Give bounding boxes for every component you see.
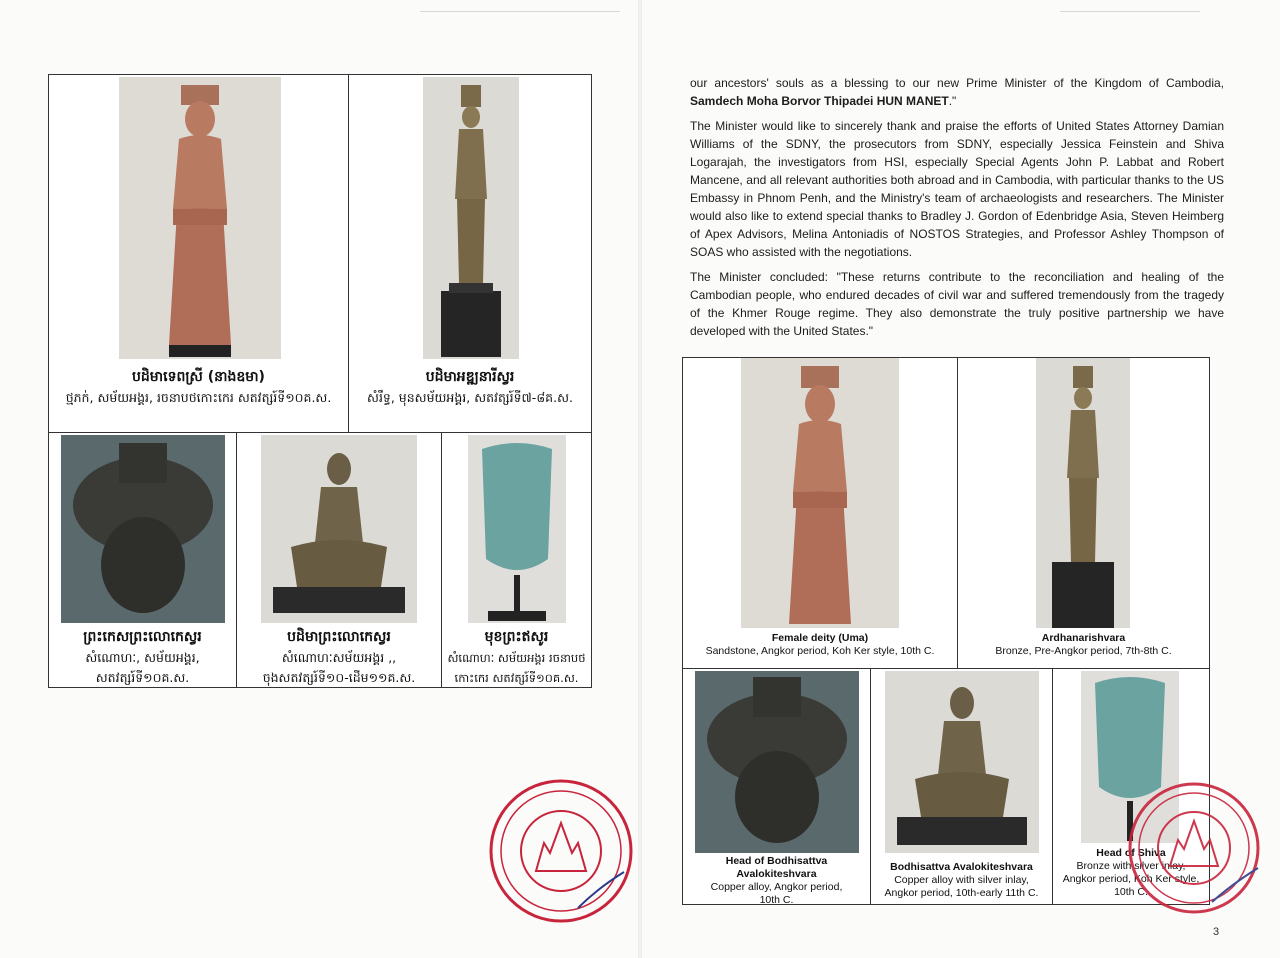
table-cell bbox=[49, 433, 237, 687]
khmer-artifact-table bbox=[48, 74, 592, 688]
paragraph-text: our ancestors' souls as a blessing to our new Prime Minister of the Kingdom of Cambodia, bbox=[690, 76, 1224, 90]
caption-line: Copper alloy, Angkor period, bbox=[710, 881, 843, 893]
table-cell bbox=[442, 433, 591, 687]
head-of-bodhisattva-image bbox=[695, 671, 859, 853]
caption-line: កោះកេរ សតវត្សរ៍ទី១០គ.ស. bbox=[454, 671, 579, 685]
caption-line: សំណោហៈ សម័យអង្គរ រចនាបថ bbox=[447, 651, 586, 665]
stamp-seal-icon bbox=[1124, 778, 1264, 918]
scan-artifact bbox=[1060, 11, 1200, 12]
caption-title: Head of Bodhisattva bbox=[725, 855, 828, 867]
table-cell bbox=[958, 358, 1209, 669]
caption-line: សំណោហៈសម័យអង្គរ ,, bbox=[281, 650, 397, 665]
uma-statue-image bbox=[119, 77, 281, 359]
caption-title: ព្រះកេសព្រះលោកេស្វរ bbox=[83, 629, 202, 645]
table-cell bbox=[349, 75, 591, 433]
book-fold bbox=[638, 0, 642, 958]
uma-statue-image bbox=[741, 358, 899, 628]
caption-title: Female deity (Uma) bbox=[771, 632, 869, 644]
caption bbox=[683, 632, 957, 658]
caption bbox=[237, 627, 441, 688]
table-cell bbox=[49, 75, 349, 433]
caption-title: Bodhisattva Avalokiteshvara bbox=[890, 861, 1033, 873]
caption-line: 10th C. bbox=[759, 894, 794, 906]
caption-line: Bronze with silver inlay, bbox=[1076, 860, 1186, 872]
caption bbox=[871, 861, 1052, 900]
caption-title: Ardhanarishvara bbox=[1041, 632, 1126, 644]
bodhisattva-avalokiteshvara-image bbox=[885, 671, 1039, 853]
caption bbox=[349, 367, 591, 408]
caption bbox=[683, 855, 870, 907]
caption-line: Sandstone, Angkor period, Koh Ker style, 10th C. bbox=[705, 645, 935, 657]
table-cell bbox=[871, 669, 1053, 904]
press-release-text bbox=[690, 74, 1224, 347]
caption bbox=[49, 627, 236, 688]
caption-title: Avalokiteshvara bbox=[736, 868, 817, 880]
scan-artifact bbox=[420, 11, 620, 12]
caption bbox=[49, 367, 348, 408]
page-number: 3 bbox=[1213, 926, 1220, 938]
table-cell bbox=[683, 358, 958, 669]
caption bbox=[442, 627, 591, 688]
paragraph: The Minister would like to sincerely thank and praise the efforts of United States Attorney Damian Williams of the SDNY, the prosecutors from SDNY, especially Jessica Feinstein and Shiva Logarajah, the investigators from HSI, especially Special Agents John P. Labbat and Robert Mancene, and all relevant authorities both abroad and in Cambodia, with particular thanks to the US Embassy in Phnom Penh, and the Ministry's team of archaeologists and researchers. The Minister would also like to extend special thanks to Bradley J. Gordon of Edenbridge Asia, Steven Heimberg of Apex Advisors, Melina Antoniadis of NOSTOS Strategies, and Professor Ashley Thompson of SOAS who assisted with the negotiations. bbox=[690, 119, 1224, 259]
table-cell bbox=[237, 433, 442, 687]
ardhanarishvara-statue-image bbox=[1036, 358, 1130, 628]
caption-title: បដិមាអឌ្ឍនារីស្វរ bbox=[425, 369, 515, 385]
caption bbox=[958, 632, 1209, 658]
paragraph-text: ." bbox=[948, 94, 957, 108]
caption-line: Bronze, Pre-Angkor period, 7th-8th C. bbox=[995, 645, 1172, 657]
head-of-shiva-image bbox=[468, 435, 566, 623]
caption-line: 10th C. bbox=[1114, 886, 1148, 898]
caption-line: ចុងសតវត្សរ៍ទី១០-ដើម១១គ.ស. bbox=[262, 670, 416, 685]
caption-title: Head of Shiva bbox=[1096, 847, 1166, 859]
caption-line: សំណោហៈ, សម័យអង្គរ, bbox=[85, 650, 200, 665]
caption-title: មុខព្រះឥសូរ bbox=[484, 629, 549, 645]
caption-subtitle: សំរឹទ្ធ, មុនសម័យអង្គរ, សតវត្សរ៍ទី៧-៨គ.ស. bbox=[367, 390, 573, 405]
table-cell bbox=[683, 669, 871, 904]
caption-title: បដិមាទេពស្រី (នាងឧមា) bbox=[132, 369, 265, 385]
bodhisattva-avalokiteshvara-image bbox=[261, 435, 417, 623]
prime-minister-name: Samdech Moha Borvor Thipadei HUN MANET bbox=[690, 94, 949, 108]
caption-line: Angkor period, Koh Ker style, bbox=[1062, 873, 1200, 885]
paragraph: The Minister concluded: "These returns contribute to the reconciliation and healing of the Cambodian people, who endured decades of civil war and suffered tremendously from the tragedy of the Khmer Rouge regime. They also demonstrate the truly positive partnership we have developed with the United States." bbox=[690, 270, 1224, 338]
head-of-bodhisattva-image bbox=[61, 435, 225, 623]
caption-line: Copper alloy with silver inlay, bbox=[894, 874, 1029, 886]
paragraph bbox=[690, 74, 1224, 110]
caption-subtitle: ថ្មភក់, សម័យអង្គរ, រចនាបថកោះកេរ សតវត្សរ៍ទី១០គ.ស. bbox=[65, 390, 332, 405]
caption-title: បដិមាព្រះលោកេស្វរ bbox=[287, 629, 391, 645]
stamp-seal-icon bbox=[486, 776, 636, 926]
ardhanarishvara-statue-image bbox=[423, 77, 519, 359]
caption-line: សតវត្សរ៍ទី១០គ.ស. bbox=[95, 670, 190, 685]
caption-line: Angkor period, 10th-early 11th C. bbox=[884, 887, 1039, 899]
